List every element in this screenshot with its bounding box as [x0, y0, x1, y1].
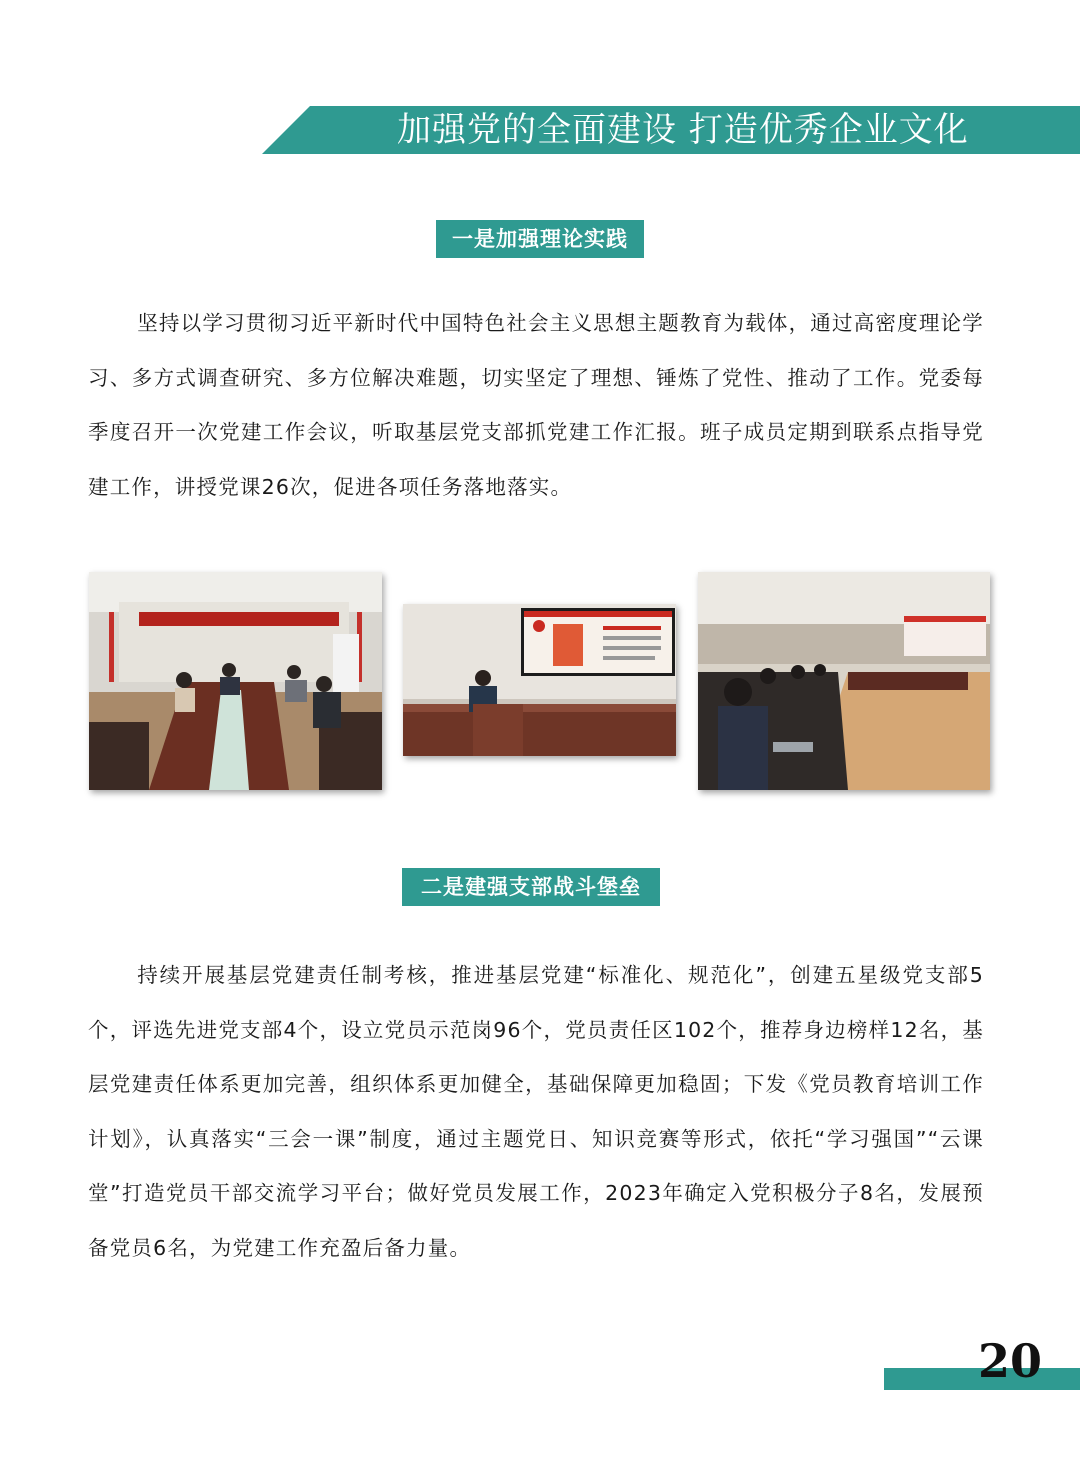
page-number: 20: [977, 1334, 1042, 1388]
meeting-room-photo: [89, 572, 382, 790]
section-body-branch-fortress: 持续开展基层党建责任制考核，推进基层党建“标准化、规范化”，创建五星级党支部5个，评选先进党支部4个，设立党员示范岗96个，党员责任区102个，推荐身边榜样12名，基层党建责任体系更加完善，组织体系更加健全，基础保障更加稳固；下发《党员教育培训工作计划》，认真落实“三会一课”制度，通过主题党日、知识竞赛等形式，依托“学习强国”“云课堂”打造党员干部交流学习平台；做好党员发展工作，2023年确定入党积极分子8名，发展预备党员6名，为党建工作充盈后备力量。: [88, 963, 984, 1260]
section-label-theory-practice: 一是加强理论实践: [436, 220, 644, 258]
title-banner: [262, 106, 1080, 154]
lecture-stage-photo: [403, 604, 676, 756]
page-title: 加强党的全面建设 打造优秀企业文化: [397, 110, 969, 150]
section-label-branch-fortress: 二是建强支部战斗堡垒: [402, 868, 660, 906]
training-hall-photo: [698, 572, 990, 790]
section-body-theory-practice: 坚持以学习贯彻习近平新时代中国特色社会主义思想主题教育为载体，通过高密度理论学习、多方式调查研究、多方位解决难题，切实坚定了理想、锤炼了党性、推动了工作。党委每季度召开一次党建工作会议，听取基层党支部抓党建工作汇报。班子成员定期到联系点指导党建工作，讲授党课26次，促进各项任务落地落实。: [88, 311, 984, 499]
